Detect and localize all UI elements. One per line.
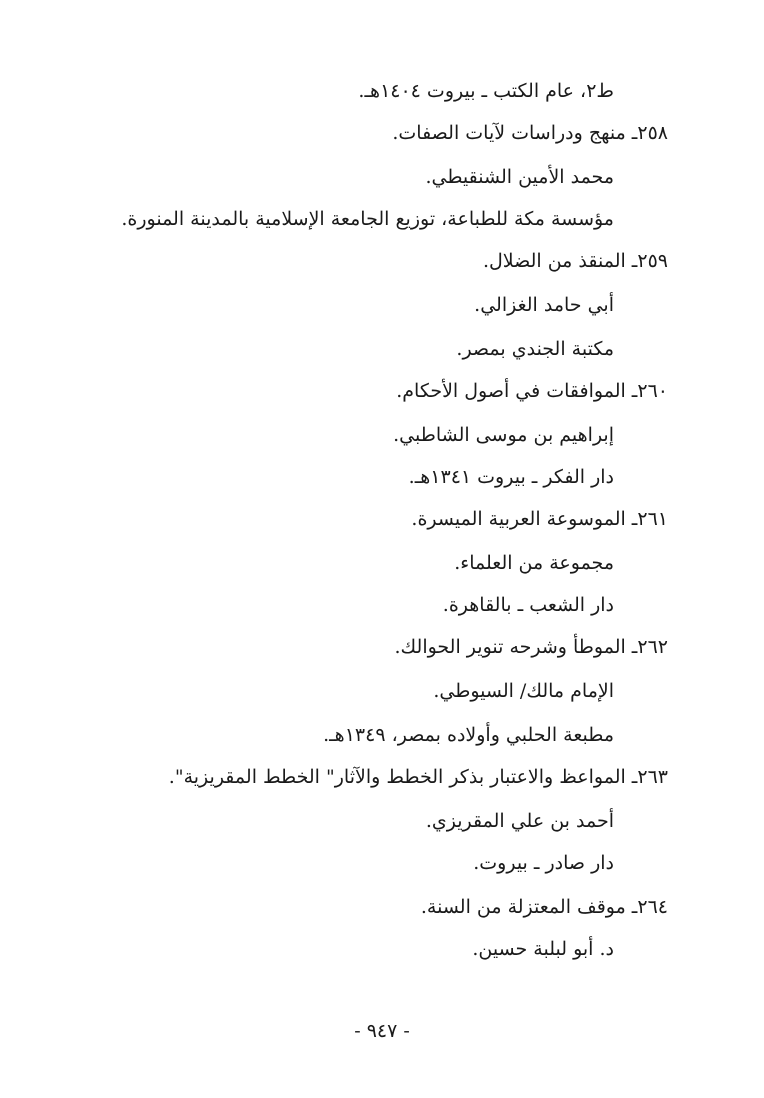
- bibliography-publisher: دار الشعب ـ بالقاهرة.: [442, 594, 614, 616]
- bibliography-author: محمد الأمين الشنقيطي.: [425, 166, 614, 188]
- bibliography-author: د. أبو لبلبة حسين.: [472, 938, 614, 960]
- bibliography-entry-title: ٢٦٢ـ الموطأ وشرحه تنوير الحوالك.: [394, 636, 668, 658]
- bibliography-publisher: دار الفكر ـ بيروت ١٣٤١هـ.: [408, 466, 614, 488]
- bibliography-publisher: مكتبة الجندي بمصر.: [456, 338, 614, 360]
- bibliography-author: أحمد بن علي المقريزي.: [425, 810, 614, 832]
- bibliography-entry-title: ٢٦٣ـ المواعظ والاعتبار بذكر الخطط والآثار" الخطط المقريزية".: [168, 766, 668, 788]
- bibliography-author: إبراهيم بن موسى الشاطبي.: [393, 424, 614, 446]
- bibliography-author: مجموعة من العلماء.: [454, 552, 614, 574]
- bibliography-author: أبي حامد الغزالي.: [474, 294, 614, 316]
- bibliography-entry-title: ٢٥٩ـ المنقذ من الضلال.: [482, 250, 668, 272]
- bibliography-publisher: مطبعة الحلبي وأولاده بمصر، ١٣٤٩هـ.: [323, 724, 614, 746]
- bibliography-entry-title: ٢٦٤ـ موقف المعتزلة من السنة.: [420, 896, 668, 918]
- bibliography-line: ط٢، عام الكتب ـ بيروت ١٤٠٤هـ.: [358, 80, 614, 102]
- bibliography-author: الإمام مالك/ السيوطي.: [433, 680, 614, 702]
- bibliography-publisher: مؤسسة مكة للطباعة، توزيع الجامعة الإسلامية بالمدينة المنورة.: [121, 208, 614, 230]
- bibliography-entry-title: ٢٦١ـ الموسوعة العربية الميسرة.: [411, 508, 668, 530]
- bibliography-entry-title: ٢٦٠ـ الموافقات في أصول الأحكام.: [396, 380, 668, 402]
- bibliography-entry-title: ٢٥٨ـ منهج ودراسات لآيات الصفات.: [392, 122, 668, 144]
- bibliography-publisher: دار صادر ـ بيروت.: [473, 852, 614, 874]
- page-number: - ٩٤٧ -: [354, 1020, 410, 1042]
